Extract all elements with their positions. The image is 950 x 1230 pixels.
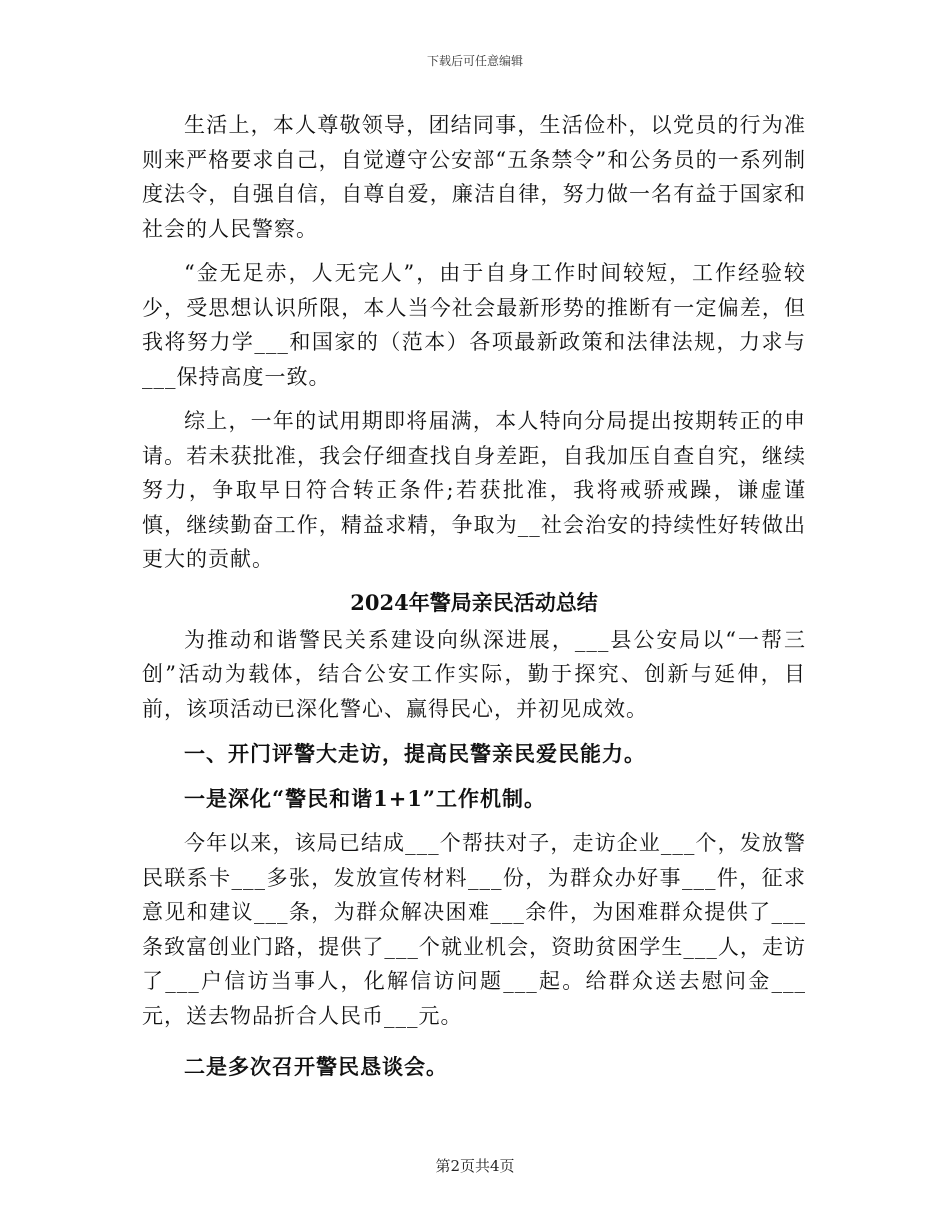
page-number: 第2页共4页 [435, 1157, 515, 1175]
paragraph-conclusion: 综上，一年的试用期即将届满，本人特向分局提出按期转正的申请。若未获批准，我会仔细查找自身差距，自我加压自查自究，继续努力，争取早日符合转正条件;若获批准，我将戒骄戒躁，谦虚谨慎，继续勤奋工作，精益求精，争取为__社会治安的持续性好转做出更大的贡献。 [142, 409, 806, 571]
heading-level-1: 一、开门评警大走访，提高民警亲民爱民能力。 [184, 741, 646, 766]
paragraph-life-conduct: 生活上，本人尊敬领导，团结同事，生活俭朴，以党员的行为准则来严格要求自己，自觉遵守公安部“五条禁令”和公务员的一系列制度法令，自强自信，自尊自爱，廉洁自律，努力做一名有益于国家和社会的人民警察。 [142, 113, 806, 241]
paragraph-intro: 为推动和谐警民关系建设向纵深进展，___县公安局以“一帮三创”活动为载体，结合公安工作实际，勤于探究、创新与延伸，目前，该项活动已深化警心、赢得民心，并初见成效。 [142, 627, 806, 721]
heading-level-2-first: 一是深化“警民和谐1+1”工作机制。 [184, 786, 546, 811]
paragraph-self-assessment: “金无足赤，人无完人”，由于自身工作时间较短，工作经验较少，受思想认识所限，本人当今社会最新形势的推断有一定偏差，但我将努力学___和国家的（范本）各项最新政策和法律法规，力求与___保持高度一致。 [142, 261, 806, 389]
paragraph-statistics: 今年以来，该局已结成___个帮扶对子，走访企业___个，发放警民联系卡___多张，发放宣传材料___份，为群众办好事___件，征求意见和建议___条，为群众解决困难___余件，为困难群众提供了___条致富创业门路，提供了___个就业机会，资助贫困学生___人，走访了___户信访当事人，化解信访问题___起。给群众送去慰问金___元，送去物品折合人民币___元。 [142, 831, 806, 1028]
document-body [142, 108, 806, 1094]
section-title: 2024年警局亲民活动总结 [350, 589, 598, 615]
heading-level-2-second: 二是多次召开警民恳谈会。 [184, 1054, 448, 1079]
page-header-note: 下载后可任意编辑 [426, 54, 523, 68]
